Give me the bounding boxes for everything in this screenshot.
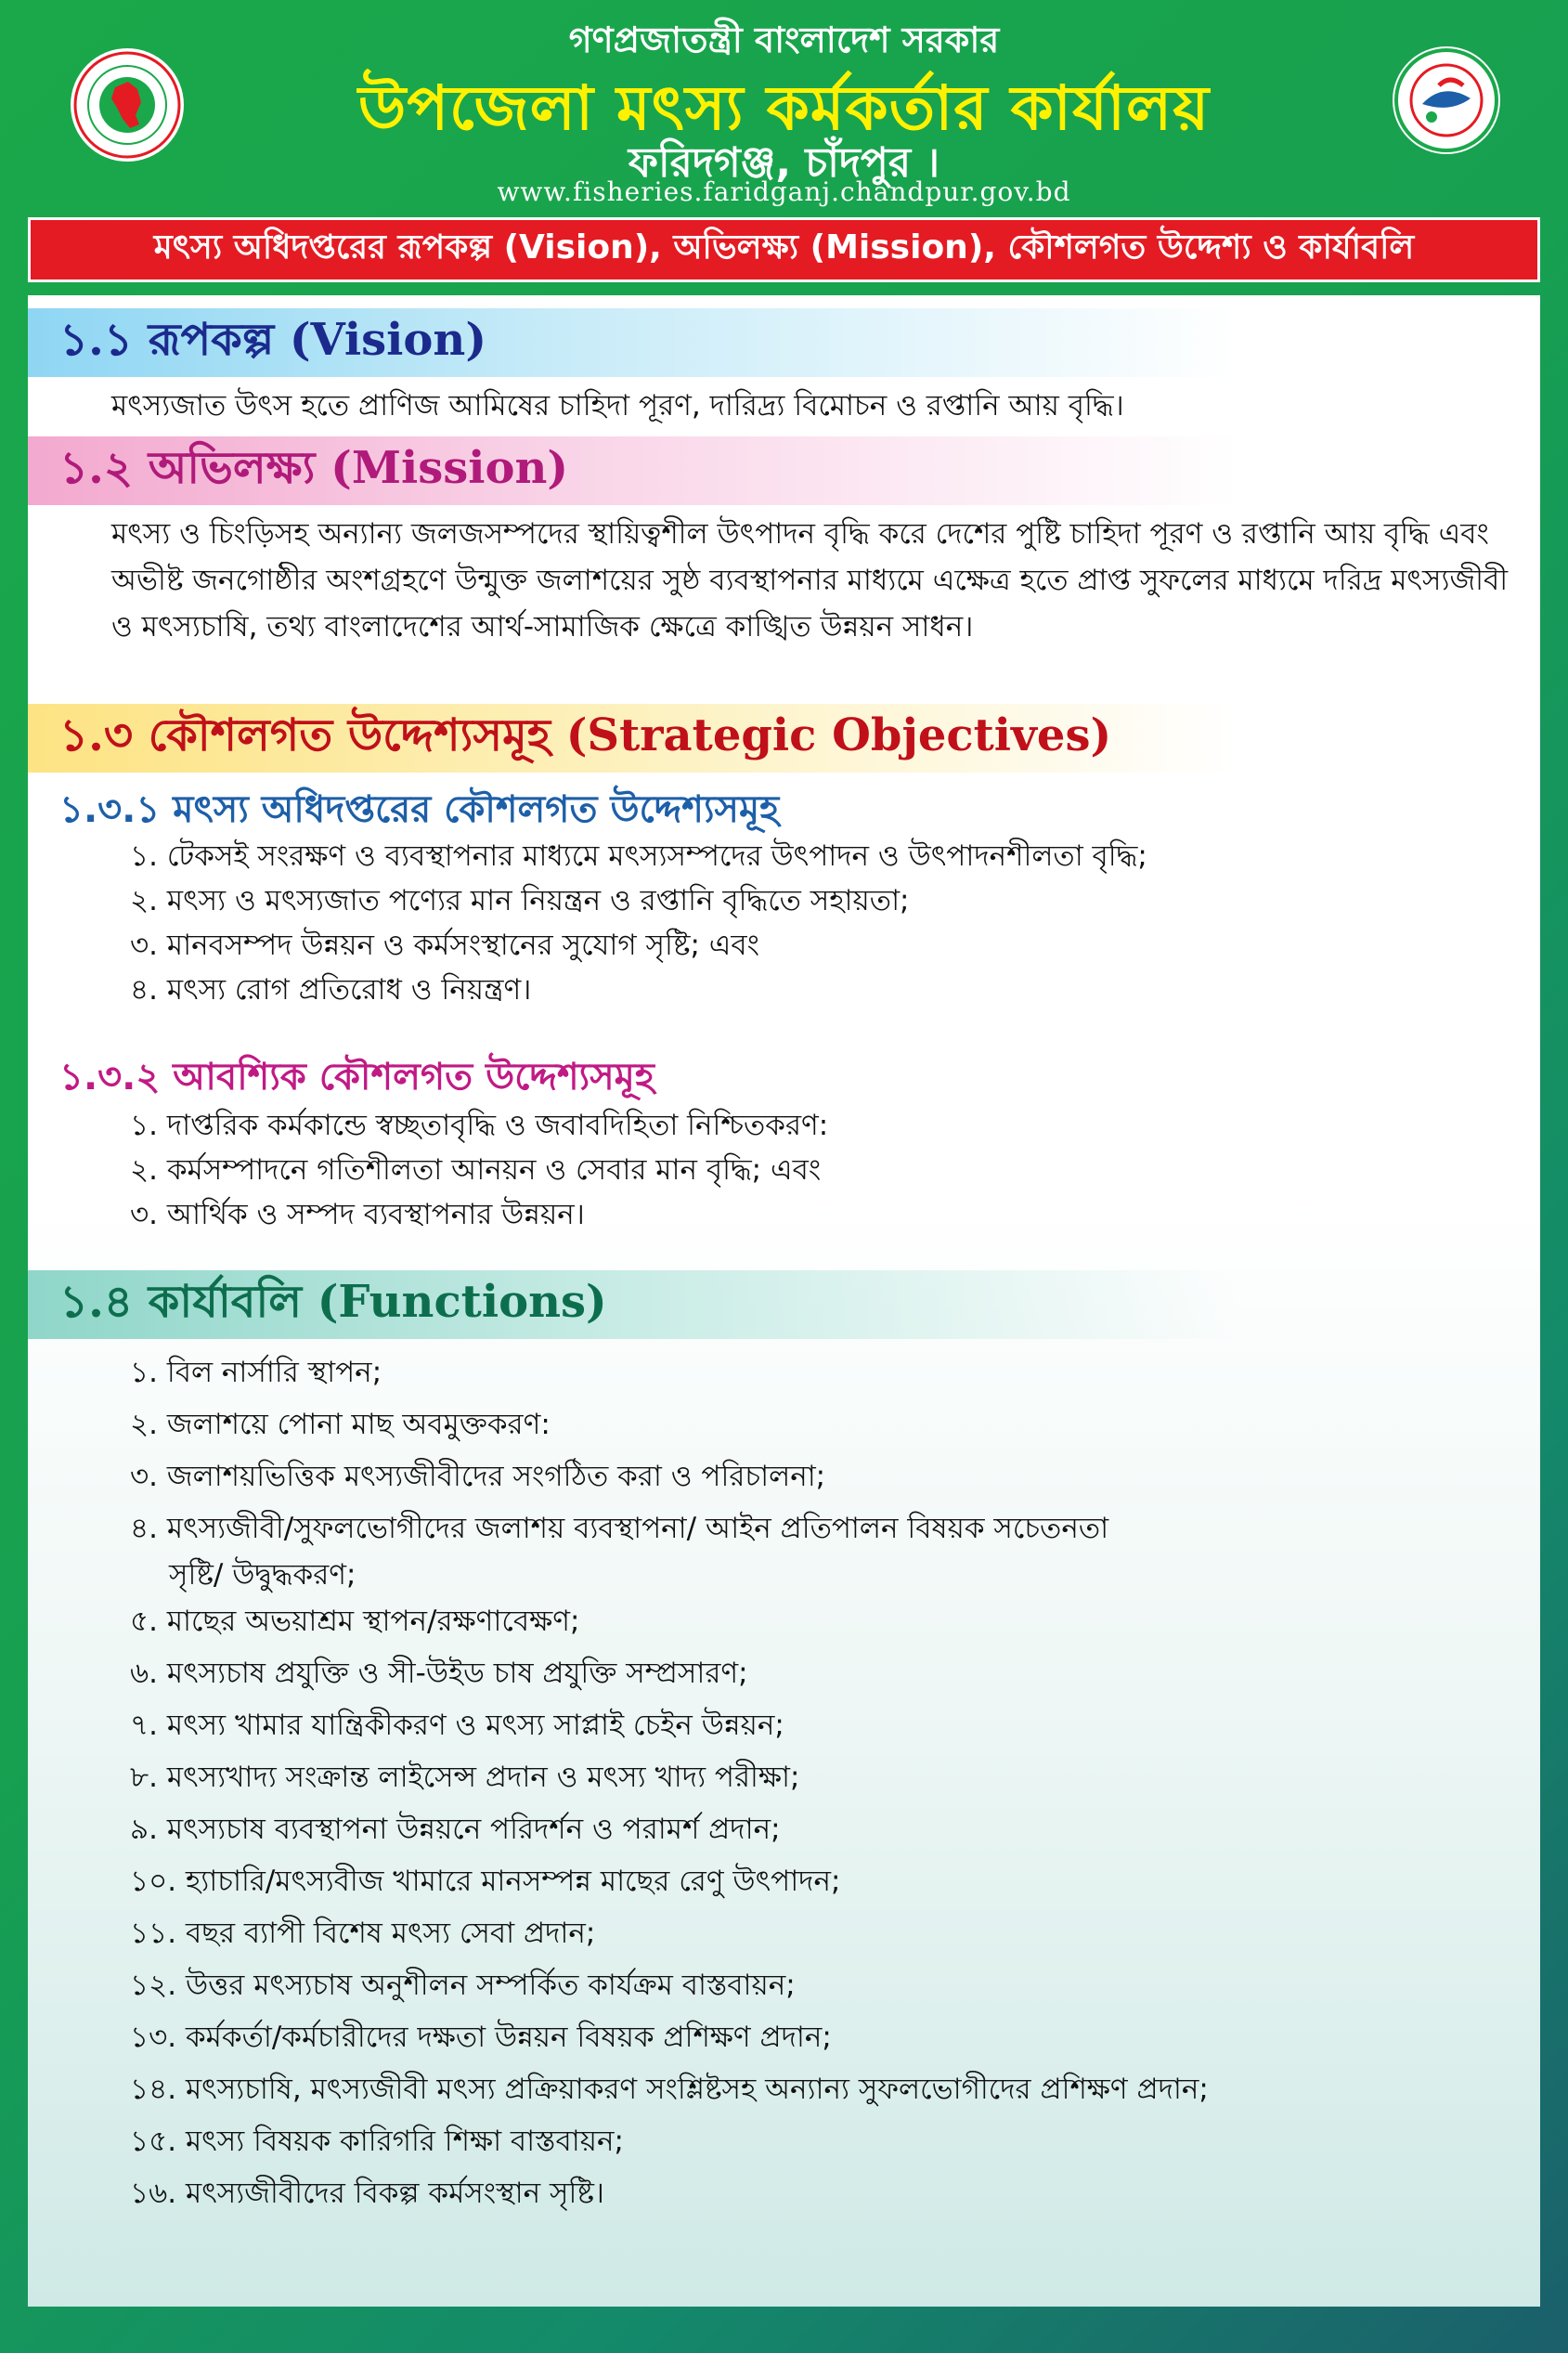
dof-strategic-objectives-list xyxy=(130,834,1523,1012)
vision-heading: ১.১ রূপকল্প (Vision) xyxy=(28,308,1540,377)
list-item-awareness xyxy=(130,1502,1523,1595)
title-banner xyxy=(28,217,1540,282)
mandatory-strategic-objectives-heading: ১.৩.২ আবশ্যিক কৌশলগত উদ্দেশ্যসমূহ xyxy=(59,1056,654,1098)
list-item: ১০. হ্যাচারি/মৎস্যবীজ খামারে মানসম্পন্ন মাছের রেণু উৎপাদন; xyxy=(130,1865,841,1898)
list-item: ১৪. মৎস্যচাষি, মৎস্যজীবী মৎস্য প্রক্রিয়াকরণ সংশ্লিষ্টসহ অন্যান্য সুফলভোগীদের প্রশিক্ষণ প্রদান; xyxy=(130,2073,1209,2106)
list-item: ১৬. মৎস্যজীবীদের বিকল্প কর্মসংস্থান সৃষ্টি। xyxy=(130,2177,605,2210)
list-item: ১. বিল নার্সারি স্থাপন; xyxy=(130,1356,382,1389)
functions-list xyxy=(130,1346,1523,2219)
banner-title: মৎস্য অধিদপ্তরের রূপকল্প (Vision), অভিলক্ষ্য (Mission), কৌশলগত উদ্দেশ্য ও কার্যাবলি xyxy=(153,228,1415,266)
list-item-continuation: সৃষ্টি/ উদ্বুদ্ধকরণ; xyxy=(169,1558,356,1592)
website-link[interactable]: www.fisheries.faridganj.chandpur.gov.bd xyxy=(497,176,1071,207)
list-item: ৩. মানবসম্পদ উন্নয়ন ও কর্মসংস্থানের সুযোগ সৃষ্টি; এবং xyxy=(130,929,759,962)
dof-strategic-objectives-heading: ১.৩.১ মৎস্য অধিদপ্তরের কৌশলগত উদ্দেশ্যসমূহ xyxy=(59,788,780,831)
list-item: ৩. জলাশয়ভিত্তিক মৎস্যজীবীদের সংগঠিত করা ও পরিচালনা; xyxy=(130,1460,826,1493)
list-item: ৮. মৎস্যখাদ্য সংক্রান্ত লাইসেন্স প্রদান ও মৎস্য খাদ্য পরীক্ষা; xyxy=(130,1761,800,1794)
list-item: ১৩. কর্মকর্তা/কর্মচারীদের দক্ষতা উন্নয়ন বিষয়ক প্রশিক্ষণ প্রদান; xyxy=(130,2021,832,2054)
list-item: ৬. মৎস্যচাষ প্রযুক্তি ও সী-উইড চাষ প্রযুক্তি সম্প্রসারণ; xyxy=(130,1657,748,1690)
list-item: ১. দাপ্তরিক কর্মকান্ডে স্বচ্ছতাবৃদ্ধি ও জবাবদিহিতা নিশ্চিতকরণ: xyxy=(130,1109,829,1142)
list-item: ১১. বছর ব্যাপী বিশেষ মৎস্য সেবা প্রদান; xyxy=(130,1917,596,1950)
list-item: ৫. মাছের অভয়াশ্রম স্থাপন/রক্ষণাবেক্ষণ; xyxy=(130,1605,580,1638)
list-item: ১২. উত্তর মৎস্যচাষ অনুশীলন সম্পর্কিত কার্যক্রম বাস্তবায়ন; xyxy=(130,1969,796,2002)
mission-text: মৎস্য ও চিংড়িসহ অন্যান্য জলজসম্পদের স্থায়িত্বশীল উৎপাদন বৃদ্ধি করে দেশের পুষ্টি চাহিদা পূরণ ও রপ্তানি আয় বৃদ্ধি এবং অভীষ্ট জনগোষ্ঠীর অংশগ্রহণে উন্মুক্ত জলাশয়ের সুষ্ঠ ব্যবস্থাপনার মাধ্যমে এক্ষেত্র হতে প্রাপ্ত সুফলের মাধ্যমে দরিদ্র মৎস্যজীবী ও মৎস্যচাষি, তথ্য বাংলাদেশের আর্থ-সামাজিক ক্ষেত্রে কাঙ্খিত উন্নয়ন সাধন। xyxy=(111,517,1509,644)
government-title: গণপ্রজাতন্ত্রী বাংলাদেশ সরকার xyxy=(568,20,1000,60)
list-item: ৯. মৎস্যচাষ ব্যবস্থাপনা উন্নয়নে পরিদর্শন ও পরামর্শ প্রদান; xyxy=(130,1813,781,1846)
list-item: ৩. আর্থিক ও সম্পদ ব্যবস্থাপনার উন্নয়ন। xyxy=(130,1198,585,1231)
list-item-text: ৪. মৎস্যজীবী/সুফলভোগীদের জলাশয় ব্যবস্থাপনা/ আইন প্রতিপালন বিষয়ক সচেতনতা xyxy=(130,1512,1109,1545)
list-item: ২. মৎস্য ও মৎস্যজাত পণ্যের মান নিয়ন্ত্রন ও রপ্তানি বৃদ্ধিতে সহায়তা; xyxy=(130,884,910,917)
list-item: ২. জলাশয়ে পোনা মাছ অবমুক্তকরণ: xyxy=(130,1408,551,1441)
vision-text: মৎস্যজাত উৎস হতে প্রাণিজ আমিষের চাহিদা পূরণ, দারিদ্র্য বিমোচন ও রপ্তানি আয় বৃদ্ধি। xyxy=(111,389,1124,422)
content-panel xyxy=(28,295,1540,2307)
strategic-objectives-heading: ১.৩ কৌশলগত উদ্দেশ্যসমূহ (Strategic Objectives) xyxy=(28,704,1540,773)
list-item: ৪. মৎস্য রোগ প্রতিরোধ ও নিয়ন্ত্রণ। xyxy=(130,973,532,1007)
office-location: ফরিদগঞ্জ, চাঁদপুর । xyxy=(628,139,940,187)
mission-heading: ১.২ অভিলক্ষ্য (Mission) xyxy=(28,436,1540,505)
office-title: উপজেলা মৎস্য কর্মকর্তার কার্যালয় xyxy=(357,72,1211,144)
list-item: ১. টেকসই সংরক্ষণ ও ব্যবস্থাপনার মাধ্যমে মৎস্যসম্পদের উৎপাদন ও উৎপাদনশীলতা বৃদ্ধি; xyxy=(130,839,1147,873)
mandatory-strategic-objectives-list xyxy=(130,1103,1523,1237)
header xyxy=(0,0,1568,206)
list-item: ৭. মৎস্য খামার যান্ত্রিকীকরণ ও মৎস্য সাপ্লাই চেইন উন্নয়ন; xyxy=(130,1709,784,1742)
list-item: ২. কর্মসম্পাদনে গতিশীলতা আনয়ন ও সেবার মান বৃদ্ধি; এবং xyxy=(130,1153,822,1187)
list-item: ১৫. মৎস্য বিষয়ক কারিগরি শিক্ষা বাস্তবায়ন; xyxy=(130,2125,624,2158)
functions-heading: ১.৪ কার্যাবলি (Functions) xyxy=(28,1270,1540,1339)
